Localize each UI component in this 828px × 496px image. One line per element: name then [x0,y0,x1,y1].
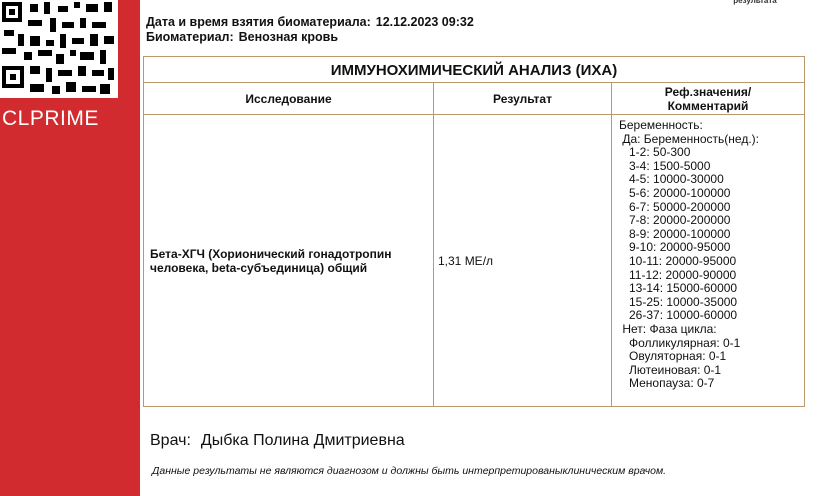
reference-line: 7-8: 20000-200000 [619,213,731,228]
biomaterial-label: Биоматериал: [146,30,234,44]
table-row [144,115,804,407]
reference-line: 10-11: 20000-95000 [619,253,737,268]
reference-line: Беременность: [619,118,703,132]
sample-date-label: Дата и время взятия биоматериала: [146,15,371,29]
reference-line: 15-25: 10000-35000 [619,294,738,309]
reference-line: Овуляторная: 0-1 [619,349,727,364]
doctor-line [150,432,405,450]
qr-code-icon [0,0,118,98]
reference-line: Лютеиновая: 0-1 [619,362,722,377]
reference-line: Фолликулярная: 0-1 [619,335,741,350]
reference-line: 8-9: 20000-100000 [619,226,731,241]
reference-line: 1-2: 50-300 [619,145,691,160]
reference-line: 13-14: 15000-60000 [619,281,738,296]
result-value: 1,31 МЕ/л [434,115,612,407]
biomaterial-value: Венозная кровь [238,30,339,44]
reference-line: 5-6: 20000-100000 [619,185,731,200]
reference-line: 11-12: 20000-90000 [619,267,737,282]
reference-line: 9-10: 20000-95000 [619,240,731,255]
doctor-name: Дыбка Полина Дмитриевна [200,432,405,449]
reference-header-line2: Комментарий [667,98,749,113]
results-table [143,56,805,407]
reference-line: 3-4: 1500-5000 [619,158,711,173]
column-header-result: Результат [434,83,612,114]
reference-values [612,115,804,407]
sample-date-line [146,15,474,29]
reference-header-line1: Реф.значения/ [664,84,752,99]
column-header-reference [612,83,804,114]
column-header-study: Исследование [144,83,434,114]
disclaimer: Данные результаты не являются диагнозом и должны быть интерпретированыклиническим врачом. [152,465,667,477]
reference-line: 4-5: 10000-30000 [619,172,724,187]
reference-line: Нет: Фаза цикла: [619,321,717,336]
doctor-label: Врач: [150,432,191,449]
reference-line: Менопауза: 0-7 [619,376,715,391]
brand-logo: CLPRIME [2,107,99,130]
sample-date-value: 12.12.2023 09:32 [375,15,474,29]
brand-sidebar [0,0,140,496]
study-name: Бета-ХГЧ (Хорионический гонадотропин человека, beta-субъединица) общий [144,115,434,407]
reference-line: 26-37: 10000-60000 [619,308,738,323]
report-title: ИММУНОХИМИЧЕСКИЙ АНАЛИЗ (ИХА) [144,57,804,83]
table-header-row [144,83,804,115]
corner-note: результата [733,0,777,5]
reference-line: Да: Беременность(нед.): [619,131,759,146]
reference-line: 6-7: 50000-200000 [619,199,731,214]
biomaterial-line [146,30,338,44]
